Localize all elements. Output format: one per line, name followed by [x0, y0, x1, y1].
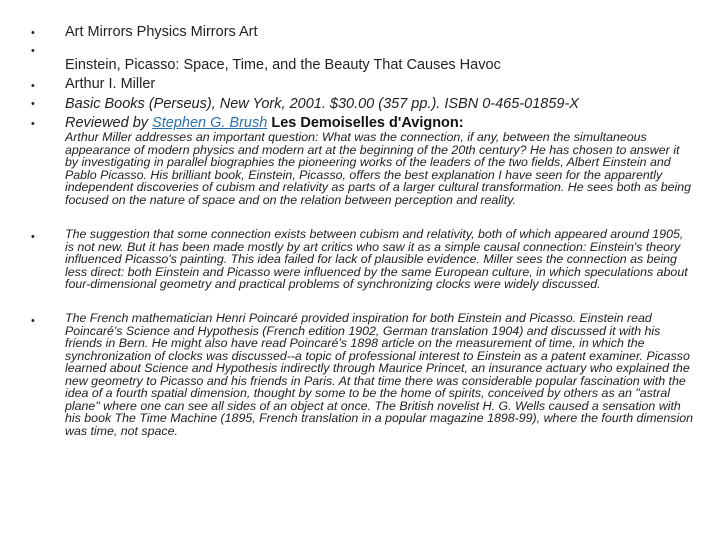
bullet-marker: • — [31, 98, 35, 110]
bullet-marker: • — [31, 315, 35, 327]
bullet-marker: • — [31, 80, 35, 92]
book-publisher-info: Basic Books (Perseus), New York, 2001. $30.00 (357 pp.). ISBN 0-465-01859-X — [65, 96, 579, 112]
review-paragraph-1: Arthur Miller addresses an important question: What was the connection, if any, between the simultaneous appearance of modern physics and modern art at the beginning of the 20th century? He has chosen to answer it by investigating in parallel biographies the pioneering works of the leaders of the two fields, Albert Einstein and Pablo Picasso. His brilliant book, Einstein, Picasso, offers the best explanation I have seen for the apparently independent discoveries of cubism and relativity as parts of a larger cultural transformation. He sees both as being focused on the nature of space and on the relation between perception and reality. — [65, 130, 692, 207]
reviewed-by-prefix: Reviewed by — [65, 115, 153, 131]
bullet-marker: • — [31, 45, 35, 57]
review-paragraph-2: The suggestion that some connection exists between cubism and relativity, both of which appeared around 1905, is not new. But it has been made mostly by art critics who saw it as a simple causal connection: Einstein's theory influenced Picasso's painting. This idea failed for lack of plausible evidence. Miller sees the connection as being less direct: both Einstein and Picasso were influenced by the same European culture, in which speculations about four-dimensional geometry and practical problems of synchronizing clocks were widely discussed. — [65, 227, 688, 291]
bullet-marker: • — [31, 231, 35, 243]
page-title: Art Mirrors Physics Mirrors Art — [65, 24, 258, 40]
bullet-marker: • — [31, 118, 35, 130]
bullet-marker: • — [31, 27, 35, 39]
review-paragraph-3: The French mathematician Henri Poincaré provided inspiration for both Einstein and Picasso. Einstein read Poincaré's Science and Hypothesis (French edition 1902, German translation 1904) and discussed it with his friends in Bern. He might also have read Poincaré's 1898 article on the measurement of time, in which the synchronization of clocks was discussed--a topic of professional interest to Einstein as a patent examiner. Picasso learned about Science and Hypothesis indirectly through Maurice Princet, an insurance actuary who explained the new geometry to Picasso and his friends in Paris. At that time there was considerable popular fascination with the idea of a fourth spatial dimension, thought by some to be the home of spirits, conceived by others as an "astral plane" where one can see all sides of an object at once. The British novelist H. G. Wells caused a sensation with his book The Time Machine (1895, French translation in a popular magazine 1898-99), where the fourth dimension was time, not space. — [65, 311, 694, 438]
book-author: Arthur I. Miller — [65, 76, 156, 92]
reviewer-link[interactable]: Stephen G. Brush — [152, 115, 268, 131]
section-title: Les Demoiselles d'Avignon: — [271, 115, 464, 131]
book-title: Einstein, Picasso: Space, Time, and the Beauty That Causes Havoc — [65, 57, 501, 73]
